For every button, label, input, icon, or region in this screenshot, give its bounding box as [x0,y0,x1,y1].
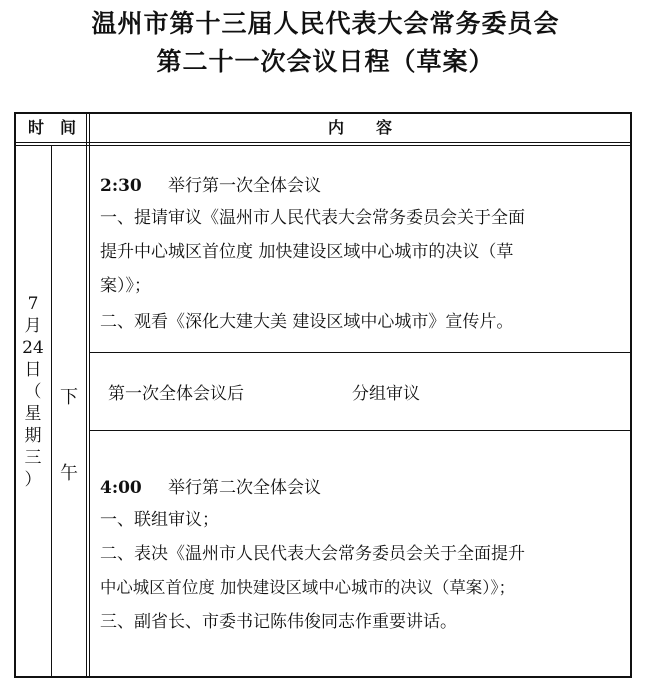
header-content: 内 容 [327,118,392,137]
header-time: 时 间 [27,118,76,137]
col-divider-date [51,145,52,678]
date-cell: 7 月 24 日 （ 星 期 三 ） [22,294,44,490]
session-1-heading [100,170,321,202]
session-2-heading [100,472,321,504]
session-1-time: 2:30 [100,176,142,196]
session-2-item: 中心城区首位度 加快建设区域中心城市的决议（草案）》； [100,578,515,597]
session-1-title: 举行第一次全体会议 [168,176,321,196]
session-2-item: 三、副省长、市委书记陈伟俊同志作重要讲话。 [100,612,457,632]
session-2-title: 举行第二次全体会议 [168,478,321,498]
session-1-item: 一、提请审议《温州市人民代表大会常务委员会关于全面 [100,208,525,228]
document-title-line1: 温州市第十三届人民代表大会常务委员会 [91,9,560,38]
session-2-time: 4:00 [100,478,142,498]
break-activity: 分组审议 [352,384,420,404]
col-divider-time-a [86,112,87,678]
session-1-item: 提升中心城区首位度 加快建设区域中心城市的决议（草 [100,242,514,262]
header-divider-1 [14,142,632,143]
table-border-bottom [14,676,632,678]
col-divider-time-b [89,112,90,678]
table-border-right [630,112,632,678]
session-2-item: 一、联组审议； [100,510,219,530]
session-1-item: 案）》； [100,276,151,296]
session-1-item: 二、观看《深化大建大美 建设区域中心城市》宣传片。 [100,312,514,332]
row-divider-1 [89,352,632,353]
document-title-line2: 第二十一次会议日程（草案） [156,47,495,76]
break-label: 第一次全体会议后 [108,384,244,404]
session-2-item: 二、表决《温州市人民代表大会常务委员会关于全面提升 [100,544,525,564]
header-divider-2 [14,145,632,146]
table-border-top [14,112,632,114]
row-divider-2 [89,430,632,431]
period-cell: 下 午 [60,387,78,484]
